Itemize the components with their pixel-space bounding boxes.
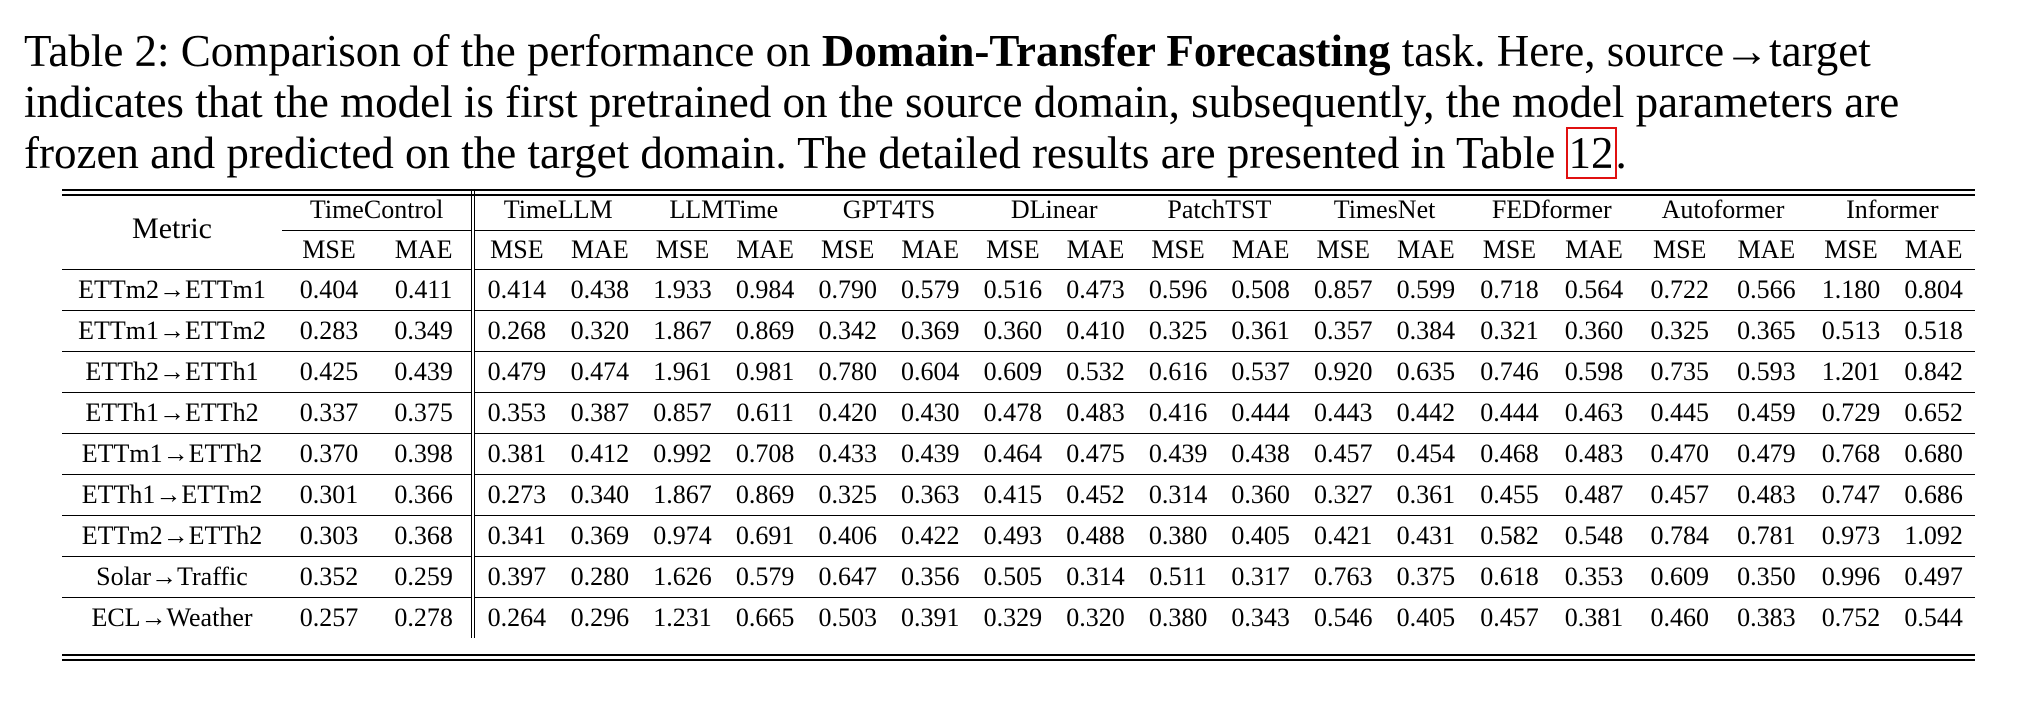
table-cell: 0.325	[806, 475, 889, 516]
table-cell: 0.415	[972, 475, 1055, 516]
row-label: ECL→Weather	[62, 598, 282, 639]
table-cell: 0.735	[1636, 352, 1723, 393]
table-cell: 0.680	[1892, 434, 1975, 475]
table-cell: 0.320	[1054, 598, 1137, 639]
table-cell: 0.452	[1054, 475, 1137, 516]
table-cell: 0.647	[806, 557, 889, 598]
table-bottom-rule	[62, 654, 1975, 661]
table-cell: 0.439	[889, 434, 972, 475]
table-cell: 0.598	[1552, 352, 1637, 393]
sub-header-mse: MSE	[1316, 235, 1370, 264]
model-header-timellm: TimeLLM	[473, 189, 641, 231]
table-row	[62, 475, 1975, 516]
table-cell: 0.314	[1054, 557, 1137, 598]
table-cell: 0.384	[1385, 311, 1468, 352]
table-row	[62, 557, 1975, 598]
table-cell: 0.718	[1467, 270, 1552, 311]
table-cell: 0.784	[1636, 516, 1723, 557]
table-cell: 0.566	[1723, 270, 1810, 311]
table-cell: 0.475	[1054, 434, 1137, 475]
table-cell: 0.457	[1636, 475, 1723, 516]
table-cell: 0.708	[724, 434, 807, 475]
model-header-dlinear: DLinear	[972, 189, 1137, 231]
table-cell: 0.609	[972, 352, 1055, 393]
row-label: ETTm2→ETTm1	[62, 270, 282, 311]
table-cell: 0.375	[376, 393, 473, 434]
table-cell: 0.593	[1723, 352, 1810, 393]
model-header-patchtst: PatchTST	[1137, 189, 1302, 231]
table-cell: 0.516	[972, 270, 1055, 311]
table-cell: 0.350	[1723, 557, 1810, 598]
table-cell: 0.296	[559, 598, 642, 639]
table-cell: 0.652	[1892, 393, 1975, 434]
table-cell: 0.857	[1302, 270, 1385, 311]
table-cell: 0.473	[1054, 270, 1137, 311]
table-cell: 0.430	[889, 393, 972, 434]
table-cell: 0.340	[559, 475, 642, 516]
table-cell: 0.352	[282, 557, 376, 598]
table-cell: 0.412	[559, 434, 642, 475]
sub-header-mse: MSE	[490, 235, 544, 264]
table-cell: 0.439	[1137, 434, 1220, 475]
row-label: ETTh2→ETTh1	[62, 352, 282, 393]
table-row	[62, 352, 1975, 393]
table-cell: 0.337	[282, 393, 376, 434]
model-header-timesnet: TimesNet	[1302, 189, 1467, 231]
results-table	[62, 189, 1975, 638]
table-cell: 0.599	[1385, 270, 1468, 311]
table-cell: 0.518	[1892, 311, 1975, 352]
sub-header-mse: MSE	[655, 235, 710, 264]
table-cell: 0.259	[376, 557, 473, 598]
table-cell: 0.360	[1219, 475, 1302, 516]
table-cell: 0.729	[1810, 393, 1893, 434]
table-cell: 0.564	[1552, 270, 1637, 311]
sub-header-mse: MSE	[820, 235, 875, 264]
table-cell: 0.380	[1137, 516, 1220, 557]
table-cell: 0.505	[972, 557, 1055, 598]
sub-header-mae: MAE	[1737, 235, 1796, 264]
table-cell: 0.479	[1723, 434, 1810, 475]
table-cell: 0.546	[1302, 598, 1385, 639]
table-cell: 0.353	[473, 393, 558, 434]
table-cell: 0.455	[1467, 475, 1552, 516]
table-cell: 0.488	[1054, 516, 1137, 557]
caption-task-name: Domain-Transfer Forecasting	[821, 26, 1391, 76]
table-cell: 0.618	[1467, 557, 1552, 598]
table-cell: 0.361	[1385, 475, 1468, 516]
table-row	[62, 393, 1975, 434]
table-cell: 0.691	[724, 516, 807, 557]
table-cell: 0.314	[1137, 475, 1220, 516]
table-cell: 0.301	[282, 475, 376, 516]
row-label: ETTh1→ETTm2	[62, 475, 282, 516]
table-reference-link[interactable]: 12	[1568, 128, 1614, 178]
sub-header-mae: MAE	[1231, 235, 1290, 264]
table-cell: 0.369	[559, 516, 642, 557]
table-cell: 0.414	[473, 270, 558, 311]
table-cell: 0.404	[282, 270, 376, 311]
table-cell: 0.317	[1219, 557, 1302, 598]
table-row	[62, 598, 1975, 639]
table-cell: 1.180	[1810, 270, 1893, 311]
table-cell: 0.596	[1137, 270, 1220, 311]
table-row	[62, 434, 1975, 475]
table-cell: 0.278	[376, 598, 473, 639]
table-cell: 0.459	[1723, 393, 1810, 434]
table-cell: 0.273	[473, 475, 558, 516]
table-cell: 0.381	[473, 434, 558, 475]
metric-header: Metric	[132, 212, 212, 245]
table-cell: 0.460	[1636, 598, 1723, 639]
table-cell: 0.360	[1552, 311, 1637, 352]
table-cell: 0.487	[1552, 475, 1637, 516]
sub-header-mse: MSE	[1824, 235, 1878, 264]
model-header-fedformer: FEDformer	[1467, 189, 1636, 231]
table-cell: 1.867	[641, 311, 724, 352]
table-cell: 0.421	[1302, 516, 1385, 557]
caption-end: .	[1615, 128, 1627, 178]
table-cell: 1.231	[641, 598, 724, 639]
table-cell: 0.405	[1219, 516, 1302, 557]
table-cell: 0.363	[889, 475, 972, 516]
table-row	[62, 270, 1975, 311]
table-cell: 0.973	[1810, 516, 1893, 557]
table-cell: 0.992	[641, 434, 724, 475]
table-cell: 0.370	[282, 434, 376, 475]
table-cell: 0.361	[1219, 311, 1302, 352]
table-cell: 0.857	[641, 393, 724, 434]
table-cell: 0.483	[1723, 475, 1810, 516]
table-cell: 0.420	[806, 393, 889, 434]
table-cell: 0.380	[1137, 598, 1220, 639]
table-cell: 0.442	[1385, 393, 1468, 434]
table-cell: 0.353	[1552, 557, 1637, 598]
table-cell: 0.431	[1385, 516, 1468, 557]
table-cell: 0.411	[376, 270, 473, 311]
table-cell: 0.438	[559, 270, 642, 311]
table-cell: 1.961	[641, 352, 724, 393]
table-cell: 0.268	[473, 311, 558, 352]
table-cell: 0.444	[1219, 393, 1302, 434]
table-cell: 1.092	[1892, 516, 1975, 557]
table-cell: 0.470	[1636, 434, 1723, 475]
table-cell: 1.201	[1810, 352, 1893, 393]
table-cell: 0.406	[806, 516, 889, 557]
sub-header-mae: MAE	[1396, 235, 1455, 264]
table-cell: 0.604	[889, 352, 972, 393]
table-cell: 1.933	[641, 270, 724, 311]
row-label: ETTm2→ETTh2	[62, 516, 282, 557]
row-label: ETTh1→ETTh2	[62, 393, 282, 434]
table-cell: 0.474	[559, 352, 642, 393]
table-cell: 0.381	[1552, 598, 1637, 639]
table-cell: 0.405	[1385, 598, 1468, 639]
table-cell: 0.537	[1219, 352, 1302, 393]
table-cell: 0.425	[282, 352, 376, 393]
table-cell: 0.397	[473, 557, 558, 598]
table-cell: 0.996	[1810, 557, 1893, 598]
table-cell: 0.454	[1385, 434, 1468, 475]
table-cell: 1.867	[641, 475, 724, 516]
model-header-gpt4ts: GPT4TS	[806, 189, 971, 231]
model-header-autoformer: Autoformer	[1636, 189, 1809, 231]
table-cell: 0.264	[473, 598, 558, 639]
table-cell: 0.493	[972, 516, 1055, 557]
caption-body: task. Here, source→target indicates that the model is first pretrained on the source domain, subsequently, the model parameters are frozen and predicted on the target domain. The detailed results are presented in Table	[24, 26, 1900, 178]
table-cell: 0.357	[1302, 311, 1385, 352]
table-cell: 0.422	[889, 516, 972, 557]
table-cell: 0.368	[376, 516, 473, 557]
table-cell: 0.366	[376, 475, 473, 516]
sub-header-mae: MAE	[1565, 235, 1623, 264]
table-cell: 0.869	[724, 311, 807, 352]
table-cell: 0.438	[1219, 434, 1302, 475]
table-cell: 0.804	[1892, 270, 1975, 311]
table-cell: 0.686	[1892, 475, 1975, 516]
table-cell: 0.457	[1467, 598, 1552, 639]
table-cell: 0.443	[1302, 393, 1385, 434]
table-cell: 0.532	[1054, 352, 1137, 393]
table-cell: 0.439	[376, 352, 473, 393]
table-cell: 0.387	[559, 393, 642, 434]
table-cell: 0.356	[889, 557, 972, 598]
table-cell: 0.611	[724, 393, 807, 434]
sub-header-mae: MAE	[571, 235, 629, 264]
table-cell: 0.981	[724, 352, 807, 393]
model-header-llmtime: LLMTime	[641, 189, 806, 231]
table-cell: 0.479	[473, 352, 558, 393]
table-cell: 0.341	[473, 516, 558, 557]
row-label: ETTm1→ETTh2	[62, 434, 282, 475]
table-cell: 0.327	[1302, 475, 1385, 516]
table-cell: 0.635	[1385, 352, 1468, 393]
table-cell: 0.444	[1467, 393, 1552, 434]
table-cell: 0.343	[1219, 598, 1302, 639]
table-cell: 0.478	[972, 393, 1055, 434]
sub-header-mae: MAE	[901, 235, 960, 264]
table-cell: 0.320	[559, 311, 642, 352]
table-cell: 0.325	[1137, 311, 1220, 352]
table-row	[62, 311, 1975, 352]
table-cell: 0.329	[972, 598, 1055, 639]
table-cell: 0.842	[1892, 352, 1975, 393]
table-cell: 0.375	[1385, 557, 1468, 598]
table-cell: 0.483	[1054, 393, 1137, 434]
table-cell: 0.781	[1723, 516, 1810, 557]
table-cell: 0.974	[641, 516, 724, 557]
table-cell: 0.391	[889, 598, 972, 639]
table-cell: 0.984	[724, 270, 807, 311]
table-cell: 0.325	[1636, 311, 1723, 352]
sub-header-mae: MAE	[1904, 235, 1963, 264]
table-cell: 0.464	[972, 434, 1055, 475]
table-cell: 0.790	[806, 270, 889, 311]
table-row	[62, 516, 1975, 557]
table-cell: 0.360	[972, 311, 1055, 352]
table-cell: 0.579	[889, 270, 972, 311]
table-cell: 0.582	[1467, 516, 1552, 557]
table-caption	[24, 26, 1999, 179]
table-cell: 0.511	[1137, 557, 1220, 598]
sub-header-mae: MAE	[1066, 235, 1125, 264]
table-cell: 0.780	[806, 352, 889, 393]
model-header-timecontrol: TimeControl	[282, 189, 473, 231]
table-cell: 0.468	[1467, 434, 1552, 475]
sub-header-mse: MSE	[1482, 235, 1537, 264]
table-cell: 0.342	[806, 311, 889, 352]
table-cell: 0.920	[1302, 352, 1385, 393]
sub-header-mse: MSE	[1151, 235, 1205, 264]
table-cell: 0.869	[724, 475, 807, 516]
table-cell: 0.257	[282, 598, 376, 639]
table-cell: 1.626	[641, 557, 724, 598]
sub-header-mse: MSE	[986, 235, 1040, 264]
table-cell: 0.763	[1302, 557, 1385, 598]
sub-header-mse: MSE	[302, 235, 356, 264]
table-cell: 0.365	[1723, 311, 1810, 352]
table-cell: 0.609	[1636, 557, 1723, 598]
table-cell: 0.349	[376, 311, 473, 352]
table-cell: 0.579	[724, 557, 807, 598]
table-cell: 0.303	[282, 516, 376, 557]
table-cell: 0.483	[1552, 434, 1637, 475]
row-label: Solar→Traffic	[62, 557, 282, 598]
table-cell: 0.548	[1552, 516, 1637, 557]
table-cell: 0.665	[724, 598, 807, 639]
table-cell: 0.283	[282, 311, 376, 352]
table-cell: 0.544	[1892, 598, 1975, 639]
table-cell: 0.463	[1552, 393, 1637, 434]
table-cell: 0.457	[1302, 434, 1385, 475]
sub-header-mae: MAE	[376, 231, 473, 270]
table-cell: 0.383	[1723, 598, 1810, 639]
table-cell: 0.445	[1636, 393, 1723, 434]
table-cell: 0.508	[1219, 270, 1302, 311]
table-cell: 0.416	[1137, 393, 1220, 434]
sub-header-mae: MAE	[736, 235, 794, 264]
table-cell: 0.410	[1054, 311, 1137, 352]
table-cell: 0.513	[1810, 311, 1893, 352]
table-cell: 0.433	[806, 434, 889, 475]
table-cell: 0.321	[1467, 311, 1552, 352]
table-cell: 0.369	[889, 311, 972, 352]
table-cell: 0.280	[559, 557, 642, 598]
table-cell: 0.768	[1810, 434, 1893, 475]
table-cell: 0.746	[1467, 352, 1552, 393]
table-cell: 0.398	[376, 434, 473, 475]
table-cell: 0.497	[1892, 557, 1975, 598]
sub-header-mse: MSE	[1652, 235, 1707, 264]
row-label: ETTm1→ETTm2	[62, 311, 282, 352]
model-header-informer: Informer	[1810, 189, 1975, 231]
table-cell: 0.503	[806, 598, 889, 639]
table-cell: 0.722	[1636, 270, 1723, 311]
table-cell: 0.616	[1137, 352, 1220, 393]
table-cell: 0.752	[1810, 598, 1893, 639]
table-cell: 0.747	[1810, 475, 1893, 516]
caption-prefix: Table 2: Comparison of the performance on	[24, 26, 822, 76]
